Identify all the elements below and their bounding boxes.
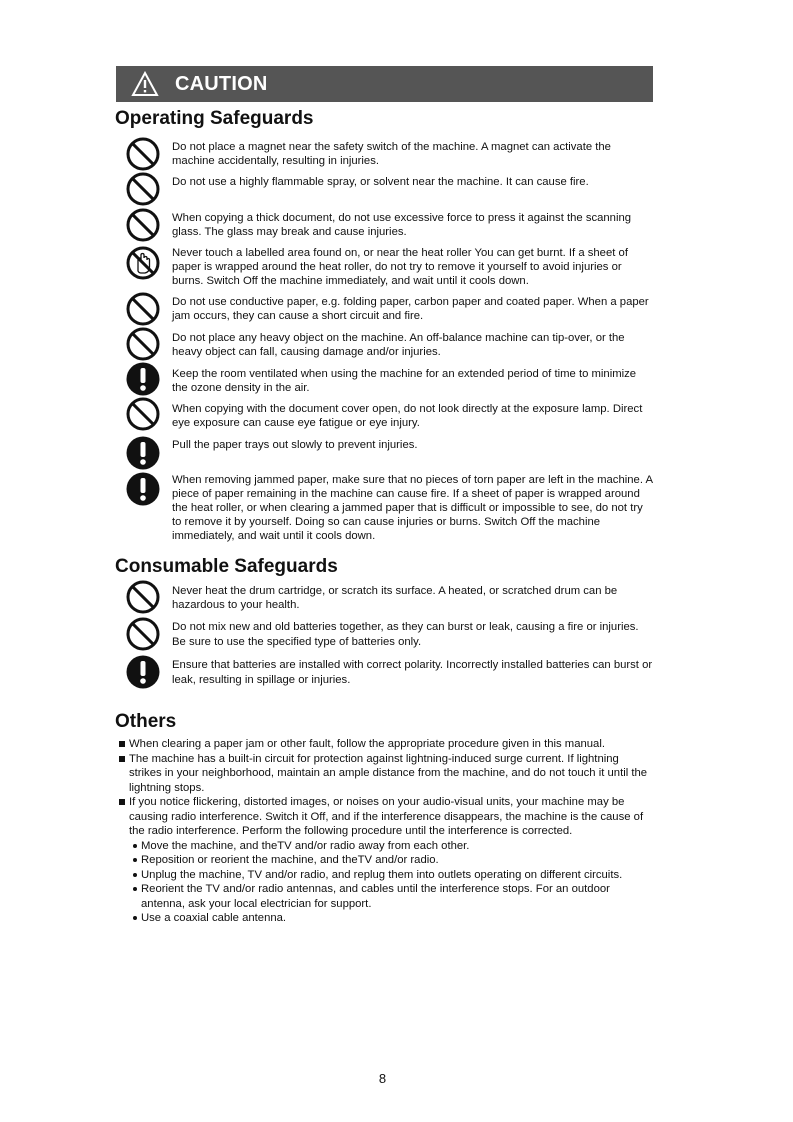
prohibition-icon — [126, 208, 160, 242]
item-text: Do not use conductive paper, e.g. folding paper, carbon paper and coated paper. When a paper jam occurs, they can cause a short circuit and fire. — [172, 296, 649, 322]
sub-list-item-text: Reposition or reorient the machine, and theTV and/or radio. — [141, 854, 439, 866]
no-touch-icon — [126, 246, 160, 280]
caution-label: CAUTION — [175, 72, 268, 95]
sub-list-item-text: Unplug the machine, TV and/or radio, and replug them into outlets operating on different circuits. — [141, 868, 623, 881]
bullet-square-icon — [119, 756, 125, 762]
others-list — [119, 737, 654, 926]
prohibition-icon — [126, 137, 160, 171]
item-text: Never touch a labelled area found on, or near the heat roller You can get burnt. If a sheet of paper is wrapped around the heat roller, do not try to remove it yourself to avoid injuries or burns. Switch Off the machine immediately, and wait until it cools down. — [172, 247, 628, 287]
item-text: Pull the paper trays out slowly to prevent injuries. — [172, 439, 418, 451]
sub-list-item — [119, 911, 654, 926]
mandatory-icon — [126, 655, 160, 689]
section-title-consumable: Consumable Safeguards — [115, 556, 338, 577]
sub-list-item — [119, 839, 654, 854]
bullet-dot-icon — [133, 873, 137, 877]
item-text: Keep the room ventilated when using the machine for an extended period of time to minimize the ozone density in the air. — [172, 368, 637, 394]
list-item — [119, 737, 654, 752]
sub-list-item-text: Use a coaxial cable antenna. — [141, 912, 287, 924]
sub-list-item-text: Move the machine, and theTV and/or radio away from each other. — [141, 839, 470, 852]
bullet-dot-icon — [133, 887, 137, 891]
sub-list-item-text: Reorient the TV and/or radio antennas, and cables until the interference stops. For an outdoor antenna, ask your local electrician for support. — [141, 883, 610, 910]
mandatory-icon — [126, 436, 160, 470]
prohibition-icon — [126, 617, 160, 651]
item-text: Ensure that batteries are installed with correct polarity. Incorrectly installed batteries can burst or leak, resulting in spillage or injuries. — [172, 659, 653, 686]
item-text: Never heat the drum cartridge, or scratch its surface. A heated, or scratched drum can be hazardous to your health. — [172, 585, 618, 611]
prohibition-icon — [126, 327, 160, 361]
section-title-others: Others — [115, 711, 177, 732]
list-item-text: The machine has a built-in circuit for protection against lightning-induced surge current. If lightning strikes in your neighborhood, maintain an ample distance from the machine, and do not touch it until the lightning stops. — [129, 752, 648, 794]
item-text: Do not place any heavy object on the machine. An off-balance machine can tip-over, or the heavy object can fall, causing damage and/or injuries. — [172, 332, 625, 358]
prohibition-icon — [126, 292, 160, 326]
sub-list-item — [119, 853, 654, 868]
list-item-text: If you notice flickering, distorted images, or noises on your audio-visual units, your machine may be causing radio interference. Switch it Off, and if the interference disappears, the machine is the cause of the radio interference. Perform the following procedure until the interference is corrected. — [129, 796, 644, 837]
bullet-square-icon — [119, 741, 125, 747]
item-text: Do not use a highly flammable spray, or solvent near the machine. It can cause fire. — [172, 176, 589, 188]
mandatory-icon — [126, 362, 160, 396]
bullet-square-icon — [119, 799, 125, 805]
item-text: Do not mix new and old batteries together, as they can burst or leak, causing a fire or injuries. Be sure to use the specified type of batteries only. — [172, 621, 639, 648]
list-item — [119, 795, 654, 839]
prohibition-icon — [126, 397, 160, 431]
caution-banner — [116, 66, 653, 102]
mandatory-icon — [126, 472, 160, 506]
sub-list-item — [119, 882, 654, 911]
item-text: Do not place a magnet near the safety switch of the machine. A magnet can activate the machine accidentally, resulting in injuries. — [172, 141, 611, 167]
item-text: When copying a thick document, do not use excessive force to press it against the scanning glass. The glass may break and cause injuries. — [172, 212, 632, 238]
prohibition-icon — [126, 172, 160, 206]
bullet-dot-icon — [133, 858, 137, 862]
list-item — [119, 752, 654, 796]
prohibition-icon — [126, 580, 160, 614]
item-text: When copying with the document cover open, do not look directly at the exposure lamp. Direct eye exposure can cause eye fatigue or eye injury. — [172, 403, 643, 429]
sub-list-item — [119, 868, 654, 883]
item-text: When removing jammed paper, make sure that no pieces of torn paper are left in the machine. A piece of paper remaining in the machine can cause fire. If a sheet of paper is wrapped around the heat roller, or when clearing a jammed paper that is difficult or impossible to see, do not try to remove it by yourself. Doing so can cause injuries or burns. Switch Off the machine immediately, and wait until it cools down. — [172, 474, 653, 542]
bullet-dot-icon — [133, 844, 137, 848]
list-item-text: When clearing a paper jam or other fault, follow the appropriate procedure given in this manual. — [129, 738, 605, 750]
bullet-dot-icon — [133, 916, 137, 920]
warning-triangle-icon — [131, 71, 159, 97]
page-number: 8 — [378, 1071, 387, 1086]
section-title-operating: Operating Safeguards — [115, 108, 314, 129]
